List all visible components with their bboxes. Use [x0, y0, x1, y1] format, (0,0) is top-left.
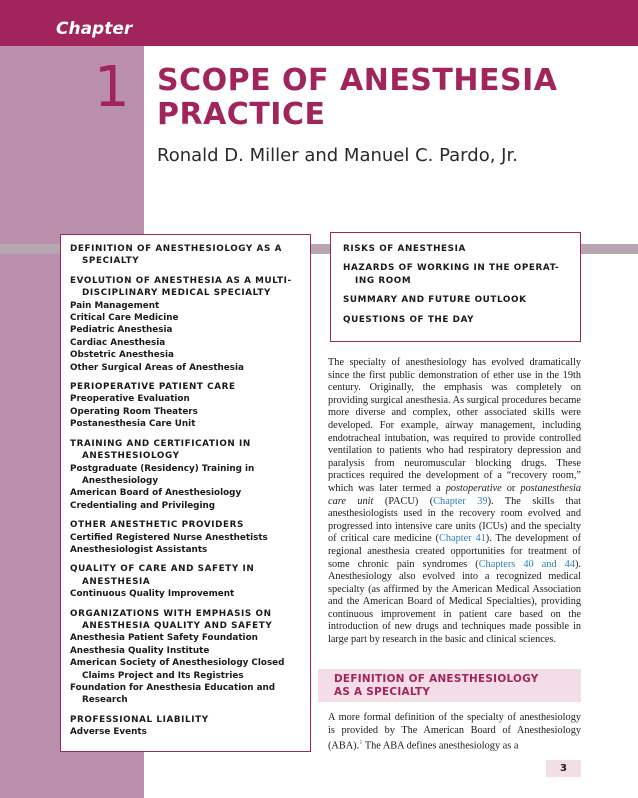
body-text-run: The ABA defines anesthesiology as a: [362, 740, 519, 752]
section-heading-line-2: AS A SPECIALTY: [334, 686, 431, 698]
outline-item[interactable]: Research: [82, 695, 128, 706]
body-text-run: or: [501, 482, 521, 494]
chapter-title-line-2: PRACTICE: [157, 97, 326, 132]
chapter-41-link[interactable]: Chapter 41: [439, 533, 486, 545]
chapter-number: 1: [94, 55, 130, 120]
body-paragraph-1: [328, 357, 581, 647]
outline-item[interactable]: Obstetric Anesthesia: [70, 350, 174, 361]
outline-item[interactable]: PERIOPERATIVE PATIENT CARE: [70, 382, 236, 393]
chapter-authors: Ronald D. Miller and Manuel C. Pardo, Jr.: [157, 145, 518, 166]
outline-item[interactable]: Pain Management: [70, 300, 160, 311]
outline-item[interactable]: Pediatric Anesthesia: [70, 325, 173, 336]
outline-item[interactable]: ANESTHESIA: [82, 576, 151, 587]
chapter-title: [157, 64, 617, 132]
outline-item[interactable]: OTHER ANESTHETIC PROVIDERS: [70, 520, 244, 531]
outline-item[interactable]: Postanesthesia Care Unit: [70, 419, 196, 430]
outline-item[interactable]: Operating Room Theaters: [70, 406, 198, 417]
outline-item[interactable]: ANESTHESIOLOGY: [82, 451, 180, 462]
outline-item[interactable]: Anesthesia Quality Institute: [70, 645, 210, 656]
chapter-label: Chapter: [56, 19, 133, 39]
outline-item[interactable]: Cardiac Anesthesia: [70, 337, 166, 348]
outline-item[interactable]: Anesthesiologist Assistants: [70, 544, 208, 555]
chapters-40-44-link[interactable]: Chapters 40 and 44: [478, 558, 575, 570]
outline-item[interactable]: Critical Care Medicine: [70, 313, 179, 324]
chapter-title-line-1: SCOPE OF ANESTHESIA: [157, 63, 558, 98]
chapter-outline-left: [60, 234, 311, 752]
outline-item[interactable]: ING ROOM: [355, 275, 412, 286]
section-heading-box: [318, 669, 581, 702]
section-heading-line-1: DEFINITION OF ANESTHESIOLOGY: [334, 673, 539, 685]
outline-item[interactable]: Anesthesiology: [82, 475, 159, 486]
chapter-39-link[interactable]: Chapter 39: [433, 495, 488, 507]
outline-item[interactable]: SUMMARY AND FUTURE OUTLOOK: [343, 295, 527, 306]
body-emphasis: postoperative: [445, 482, 502, 494]
body-text-run: ). The skills that anesthesiologists used in the recovery room evolved and progressed into intensive care units (ICUs) and the specialty of critical care medicine (: [328, 495, 582, 545]
outline-item[interactable]: QUALITY OF CARE AND SAFETY IN: [70, 564, 255, 575]
outline-item[interactable]: ORGANIZATIONS WITH EMPHASIS ON: [70, 608, 272, 619]
outline-item[interactable]: DISCIPLINARY MEDICAL SPECIALTY: [82, 288, 271, 299]
chapter-outline-right: [330, 232, 581, 342]
outline-item[interactable]: Continuous Quality Improvement: [70, 589, 235, 600]
outline-item[interactable]: RISKS OF ANESTHESIA: [343, 244, 466, 254]
outline-item[interactable]: HAZARDS OF WORKING IN THE OPERAT-: [343, 263, 560, 274]
body-emphasis: postanesthesia care unit: [328, 482, 581, 507]
body-text-run: ). Anesthesiology also evolved into a recognized medical specialty (as affirmed by the American Medical Association and the American Board of Medical Specialties), providing continuous improvement in patient care based on the introduction of new drugs and techniques made possible in large part by research in the basic and clinical sciences.: [328, 558, 581, 646]
outline-item[interactable]: Preoperative Evaluation: [70, 394, 190, 405]
body-text-run: The specialty of anesthesiology has evolved dramatically since the first public demonstration of ether use in the 19th century. Originally, the emphasis was completely on providing surgical anesthesia. As surgical procedures became more diverse and complex, other associated skills were developed. For example, airway management, including endotracheal intubation, was required to provide controlled ventilation to patients who had respiratory depression and paralysis from neuromuscular blocking drugs. These practices required the development of a “recovery room,” which was later termed a: [328, 357, 581, 494]
body-paragraph-2: [328, 712, 581, 753]
outline-item[interactable]: SPECIALTY: [82, 256, 140, 267]
outline-item[interactable]: TRAINING AND CERTIFICATION IN: [70, 438, 251, 449]
outline-item[interactable]: Adverse Events: [70, 727, 147, 738]
outline-item[interactable]: American Society of Anesthesiology Closed: [70, 658, 285, 669]
body-text-run: A more formal definition of the specialty of anesthesiology is provided by The American Board of Anesthesiology (ABA).: [328, 712, 581, 752]
outline-item[interactable]: DEFINITION OF ANESTHESIOLOGY AS A: [70, 244, 282, 254]
outline-item[interactable]: American Board of Anesthesiology: [70, 488, 242, 499]
outline-item[interactable]: Certified Registered Nurse Anesthetists: [70, 532, 268, 543]
outline-item[interactable]: Other Surgical Areas of Anesthesia: [70, 362, 244, 373]
outline-item[interactable]: Foundation for Anesthesia Education and: [70, 683, 276, 693]
page-number: 3: [546, 760, 581, 777]
body-text-run: (PACU) (: [373, 495, 434, 507]
outline-item[interactable]: QUESTIONS OF THE DAY: [343, 314, 475, 325]
outline-item[interactable]: Claims Project and Its Registries: [82, 670, 244, 681]
outline-item[interactable]: ANESTHESIA QUALITY AND SAFETY: [82, 620, 273, 631]
outline-item[interactable]: PROFESSIONAL LIABILITY: [70, 714, 209, 725]
outline-item[interactable]: Postgraduate (Residency) Training in: [70, 463, 255, 474]
outline-item[interactable]: Credentialing and Privileging: [70, 500, 216, 511]
outline-item[interactable]: EVOLUTION OF ANESTHESIA AS A MULTI-: [70, 275, 292, 286]
body-text-run: ). The development of regional anesthesia created opportunities for treatment of some chronic pain syndromes (: [328, 533, 582, 570]
outline-item[interactable]: Anesthesia Patient Safety Foundation: [70, 633, 258, 644]
reference-superscript[interactable]: 1: [359, 739, 363, 747]
